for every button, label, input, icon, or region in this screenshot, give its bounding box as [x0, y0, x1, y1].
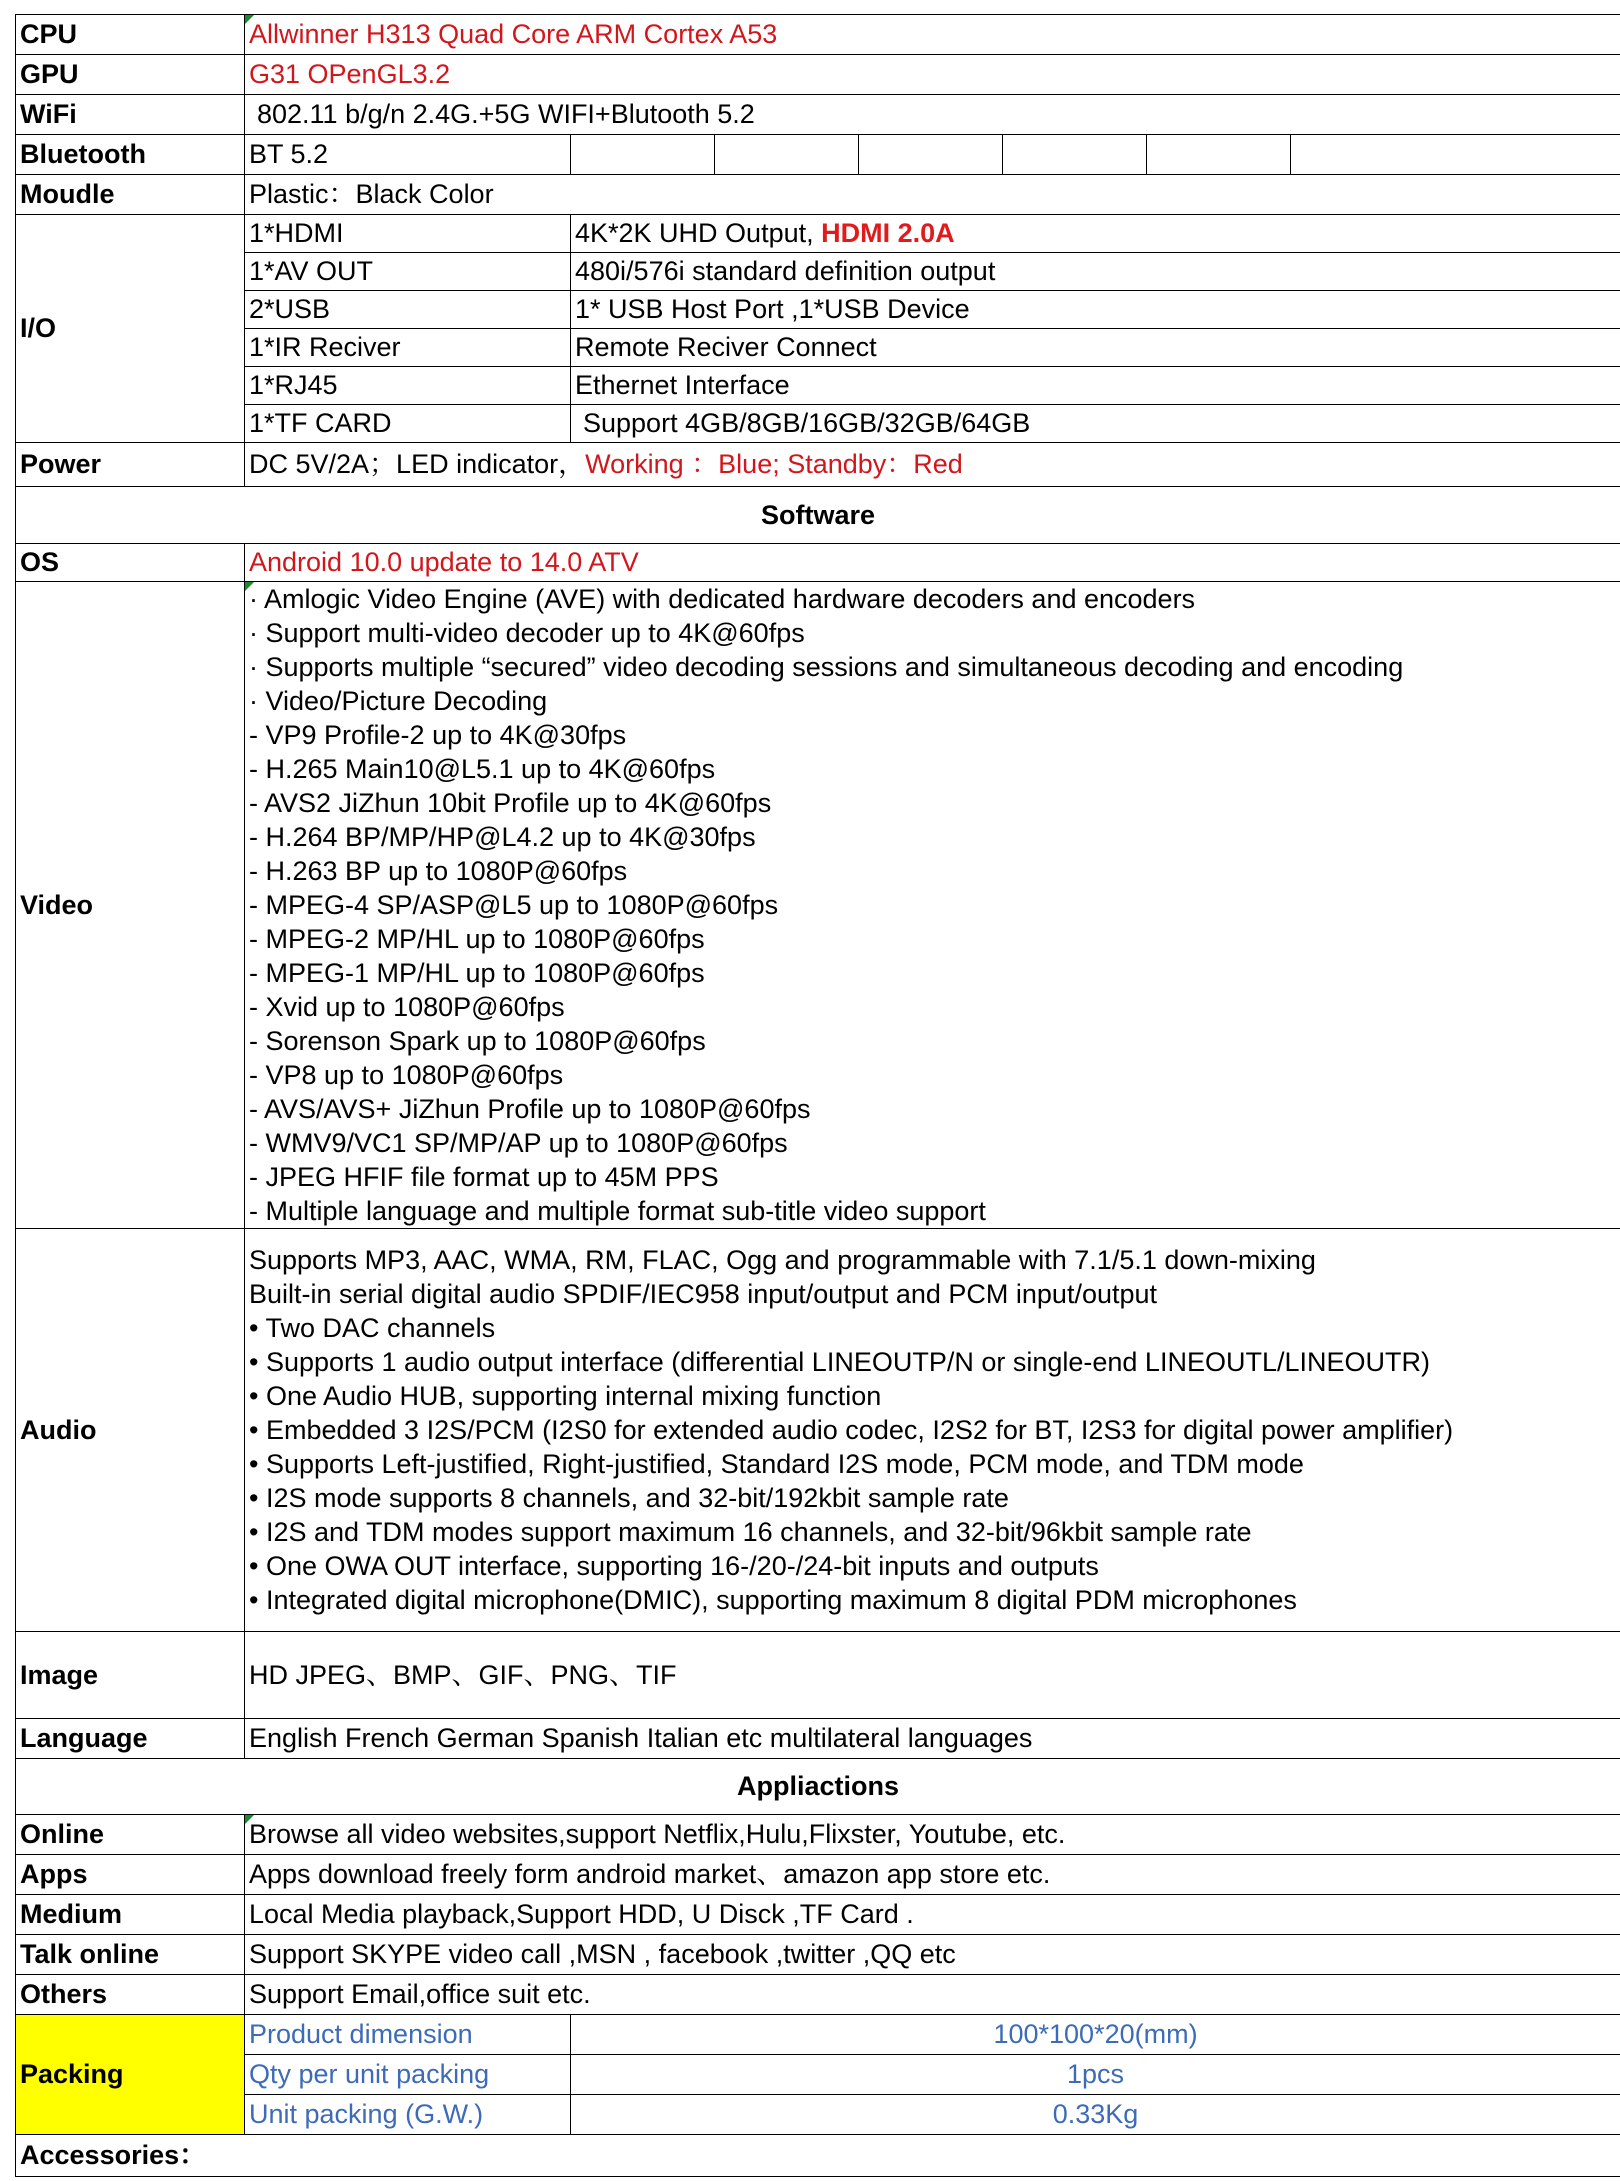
row-online: [16, 1815, 1620, 1855]
audio-feature: • Embedded 3 I2S/PCM (I2S0 for extended audio codec, I2S2 for BT, I2S3 for digital power amplifier): [249, 1415, 1454, 1445]
row-talk-online: [16, 1935, 1620, 1975]
audio-feature: Supports MP3, AAC, WMA, RM, FLAC, Ogg and programmable with 7.1/5.1 down-mixing: [249, 1245, 1316, 1275]
video-feature: · Amlogic Video Engine (AVE) with dedicated hardware decoders and encoders: [249, 584, 1196, 614]
io-label: I/O: [16, 215, 245, 443]
packing-item-value: 1pcs: [571, 2055, 1620, 2095]
power-label: Power: [16, 443, 245, 487]
video-feature: - H.264 BP/MP/HP@L4.2 up to 4K@30fps: [249, 822, 756, 852]
row-cpu: [16, 15, 1620, 55]
audio-feature: • I2S mode supports 8 channels, and 32-bit/192kbit sample rate: [249, 1483, 1009, 1513]
others-label: Others: [16, 1975, 245, 2015]
gpu-label: GPU: [16, 55, 245, 95]
audio-feature: • One OWA OUT interface, supporting 16-/20-/24-bit inputs and outputs: [249, 1551, 1099, 1581]
spec-sheet-table: [15, 14, 1620, 2177]
io-port: 1*RJ45: [245, 367, 571, 405]
bluetooth-label: Bluetooth: [16, 135, 245, 175]
audio-feature: • Integrated digital microphone(DMIC), supporting maximum 8 digital PDM microphones: [249, 1585, 1297, 1615]
apps-value: Apps download freely form android market、amazon app store etc.: [245, 1855, 1620, 1895]
audio-features: [245, 1229, 1620, 1632]
module-value: Plastic：Black Color: [245, 175, 1620, 215]
row-io-ir: [16, 329, 1620, 367]
video-feature: - JPEG HFIF file format up to 45M PPS: [249, 1162, 719, 1192]
accessories-label: Accessories：: [16, 2135, 1620, 2177]
power-spec: DC 5V/2A；LED indicator，: [249, 449, 586, 480]
audio-feature: • I2S and TDM modes support maximum 16 channels, and 32-bit/96kbit sample rate: [249, 1517, 1252, 1547]
cpu-value: Allwinner H313 Quad Core ARM Cortex A53: [245, 15, 1620, 55]
packing-label: Packing: [16, 2015, 245, 2135]
empty-cell: [1147, 135, 1291, 175]
row-io-tf: [16, 405, 1620, 443]
online-label: Online: [16, 1815, 245, 1855]
video-feature: · Video/Picture Decoding: [249, 686, 548, 716]
video-feature: - AVS2 JiZhun 10bit Profile up to 4K@60fps: [249, 788, 772, 818]
io-desc: [571, 215, 1620, 253]
row-audio: [16, 1229, 1620, 1632]
video-feature: - Multiple language and multiple format sub-title video support: [249, 1196, 986, 1226]
row-software-heading: [16, 487, 1620, 544]
applications-heading: Appliactions: [16, 1759, 1620, 1815]
row-medium: [16, 1895, 1620, 1935]
io-desc: 1* USB Host Port ,1*USB Device: [571, 291, 1620, 329]
image-formats: HD JPEG、BMP、GIF、PNG、TIF: [245, 1632, 1620, 1719]
os-value: Android 10.0 update to 14.0 ATV: [245, 544, 1620, 582]
audio-feature: • Supports Left-justified, Right-justified, Standard I2S mode, PCM mode, and TDM mode: [249, 1449, 1304, 1479]
empty-cell: [571, 135, 715, 175]
row-applications-heading: [16, 1759, 1620, 1815]
video-feature: - WMV9/VC1 SP/MP/AP up to 1080P@60fps: [249, 1128, 788, 1158]
video-feature: - MPEG-1 MP/HL up to 1080P@60fps: [249, 958, 705, 988]
video-feature: - Xvid up to 1080P@60fps: [249, 992, 565, 1022]
packing-item-name: Unit packing (G.W.): [245, 2095, 571, 2135]
io-desc-text: 4K*2K UHD Output,: [575, 218, 822, 249]
wifi-value: 802.11 b/g/n 2.4G.+5G WIFI+Blutooth 5.2: [245, 95, 1620, 135]
video-feature: - H.265 Main10@L5.1 up to 4K@60fps: [249, 754, 716, 784]
io-port: 1*IR Reciver: [245, 329, 571, 367]
row-packing-qty: [16, 2055, 1620, 2095]
row-power: [16, 443, 1620, 487]
video-feature: - MPEG-2 MP/HL up to 1080P@60fps: [249, 924, 705, 954]
io-desc: Support 4GB/8GB/16GB/32GB/64GB: [571, 405, 1620, 443]
video-feature: - VP9 Profile-2 up to 4K@30fps: [249, 720, 627, 750]
io-desc: Ethernet Interface: [571, 367, 1620, 405]
packing-item-name: Product dimension: [245, 2015, 571, 2055]
row-bluetooth: [16, 135, 1620, 175]
image-label: Image: [16, 1632, 245, 1719]
video-feature: - MPEG-4 SP/ASP@L5 up to 1080P@60fps: [249, 890, 779, 920]
audio-feature: • Two DAC channels: [249, 1313, 496, 1343]
talk-online-label: Talk online: [16, 1935, 245, 1975]
online-value: Browse all video websites,support Netflix,Hulu,Flixster, Youtube, etc.: [245, 1815, 1620, 1855]
video-feature: - AVS/AVS+ JiZhun Profile up to 1080P@60fps: [249, 1094, 811, 1124]
os-label: OS: [16, 544, 245, 582]
row-language: [16, 1719, 1620, 1759]
row-io-av: [16, 253, 1620, 291]
row-io-usb: [16, 291, 1620, 329]
language-value: English French German Spanish Italian etc multilateral languages: [245, 1719, 1620, 1759]
wifi-label: WiFi: [16, 95, 245, 135]
apps-label: Apps: [16, 1855, 245, 1895]
video-feature: - H.263 BP up to 1080P@60fps: [249, 856, 628, 886]
row-accessories: [16, 2135, 1620, 2177]
bluetooth-value: BT 5.2: [245, 135, 571, 175]
empty-cell: [1291, 135, 1620, 175]
video-feature: · Support multi-video decoder up to 4K@60fps: [249, 618, 805, 648]
row-io-hdmi: [16, 215, 1620, 253]
row-module: [16, 175, 1620, 215]
row-packing-dimension: [16, 2015, 1620, 2055]
video-features: [245, 582, 1620, 1229]
packing-item-name: Qty per unit packing: [245, 2055, 571, 2095]
others-value: Support Email,office suit etc.: [245, 1975, 1620, 2015]
video-label: Video: [16, 582, 245, 1229]
io-port: 1*AV OUT: [245, 253, 571, 291]
row-packing-weight: [16, 2095, 1620, 2135]
talk-online-value: Support SKYPE video call ,MSN , facebook ,twitter ,QQ etc: [245, 1935, 1620, 1975]
audio-feature: • One Audio HUB, supporting internal mixing function: [249, 1381, 882, 1411]
hdmi-version-highlight: HDMI 2.0A: [821, 218, 955, 249]
io-port: 2*USB: [245, 291, 571, 329]
video-feature: · Supports multiple “secured” video decoding sessions and simultaneous decoding and encoding: [249, 652, 1404, 682]
audio-feature: Built-in serial digital audio SPDIF/IEC958 input/output and PCM input/output: [249, 1279, 1158, 1309]
empty-cell: [715, 135, 859, 175]
io-port: 1*HDMI: [245, 215, 571, 253]
module-label: Moudle: [16, 175, 245, 215]
row-video: [16, 582, 1620, 1229]
cpu-label: CPU: [16, 15, 245, 55]
row-io-rj45: [16, 367, 1620, 405]
packing-item-value: 0.33Kg: [571, 2095, 1620, 2135]
packing-item-value: 100*100*20(mm): [571, 2015, 1620, 2055]
io-desc: 480i/576i standard definition output: [571, 253, 1620, 291]
software-heading: Software: [16, 487, 1620, 544]
led-status: Working ：Blue; Standby：Red: [585, 449, 963, 480]
gpu-value: G31 OPenGL3.2: [245, 55, 1620, 95]
empty-cell: [1003, 135, 1147, 175]
io-desc: Remote Reciver Connect: [571, 329, 1620, 367]
power-value: [245, 443, 1620, 487]
video-feature: - Sorenson Spark up to 1080P@60fps: [249, 1026, 706, 1056]
row-image: [16, 1632, 1620, 1719]
row-wifi: [16, 95, 1620, 135]
medium-value: Local Media playback,Support HDD, U Disck ,TF Card .: [245, 1895, 1620, 1935]
empty-cell: [859, 135, 1003, 175]
row-gpu: [16, 55, 1620, 95]
language-label: Language: [16, 1719, 245, 1759]
row-apps: [16, 1855, 1620, 1895]
row-others: [16, 1975, 1620, 2015]
medium-label: Medium: [16, 1895, 245, 1935]
row-os: [16, 544, 1620, 582]
audio-label: Audio: [16, 1229, 245, 1632]
video-feature: - VP8 up to 1080P@60fps: [249, 1060, 564, 1090]
io-port: 1*TF CARD: [245, 405, 571, 443]
audio-feature: • Supports 1 audio output interface (differential LINEOUTP/N or single-end LINEOUTL/LINEOUTR): [249, 1347, 1430, 1377]
